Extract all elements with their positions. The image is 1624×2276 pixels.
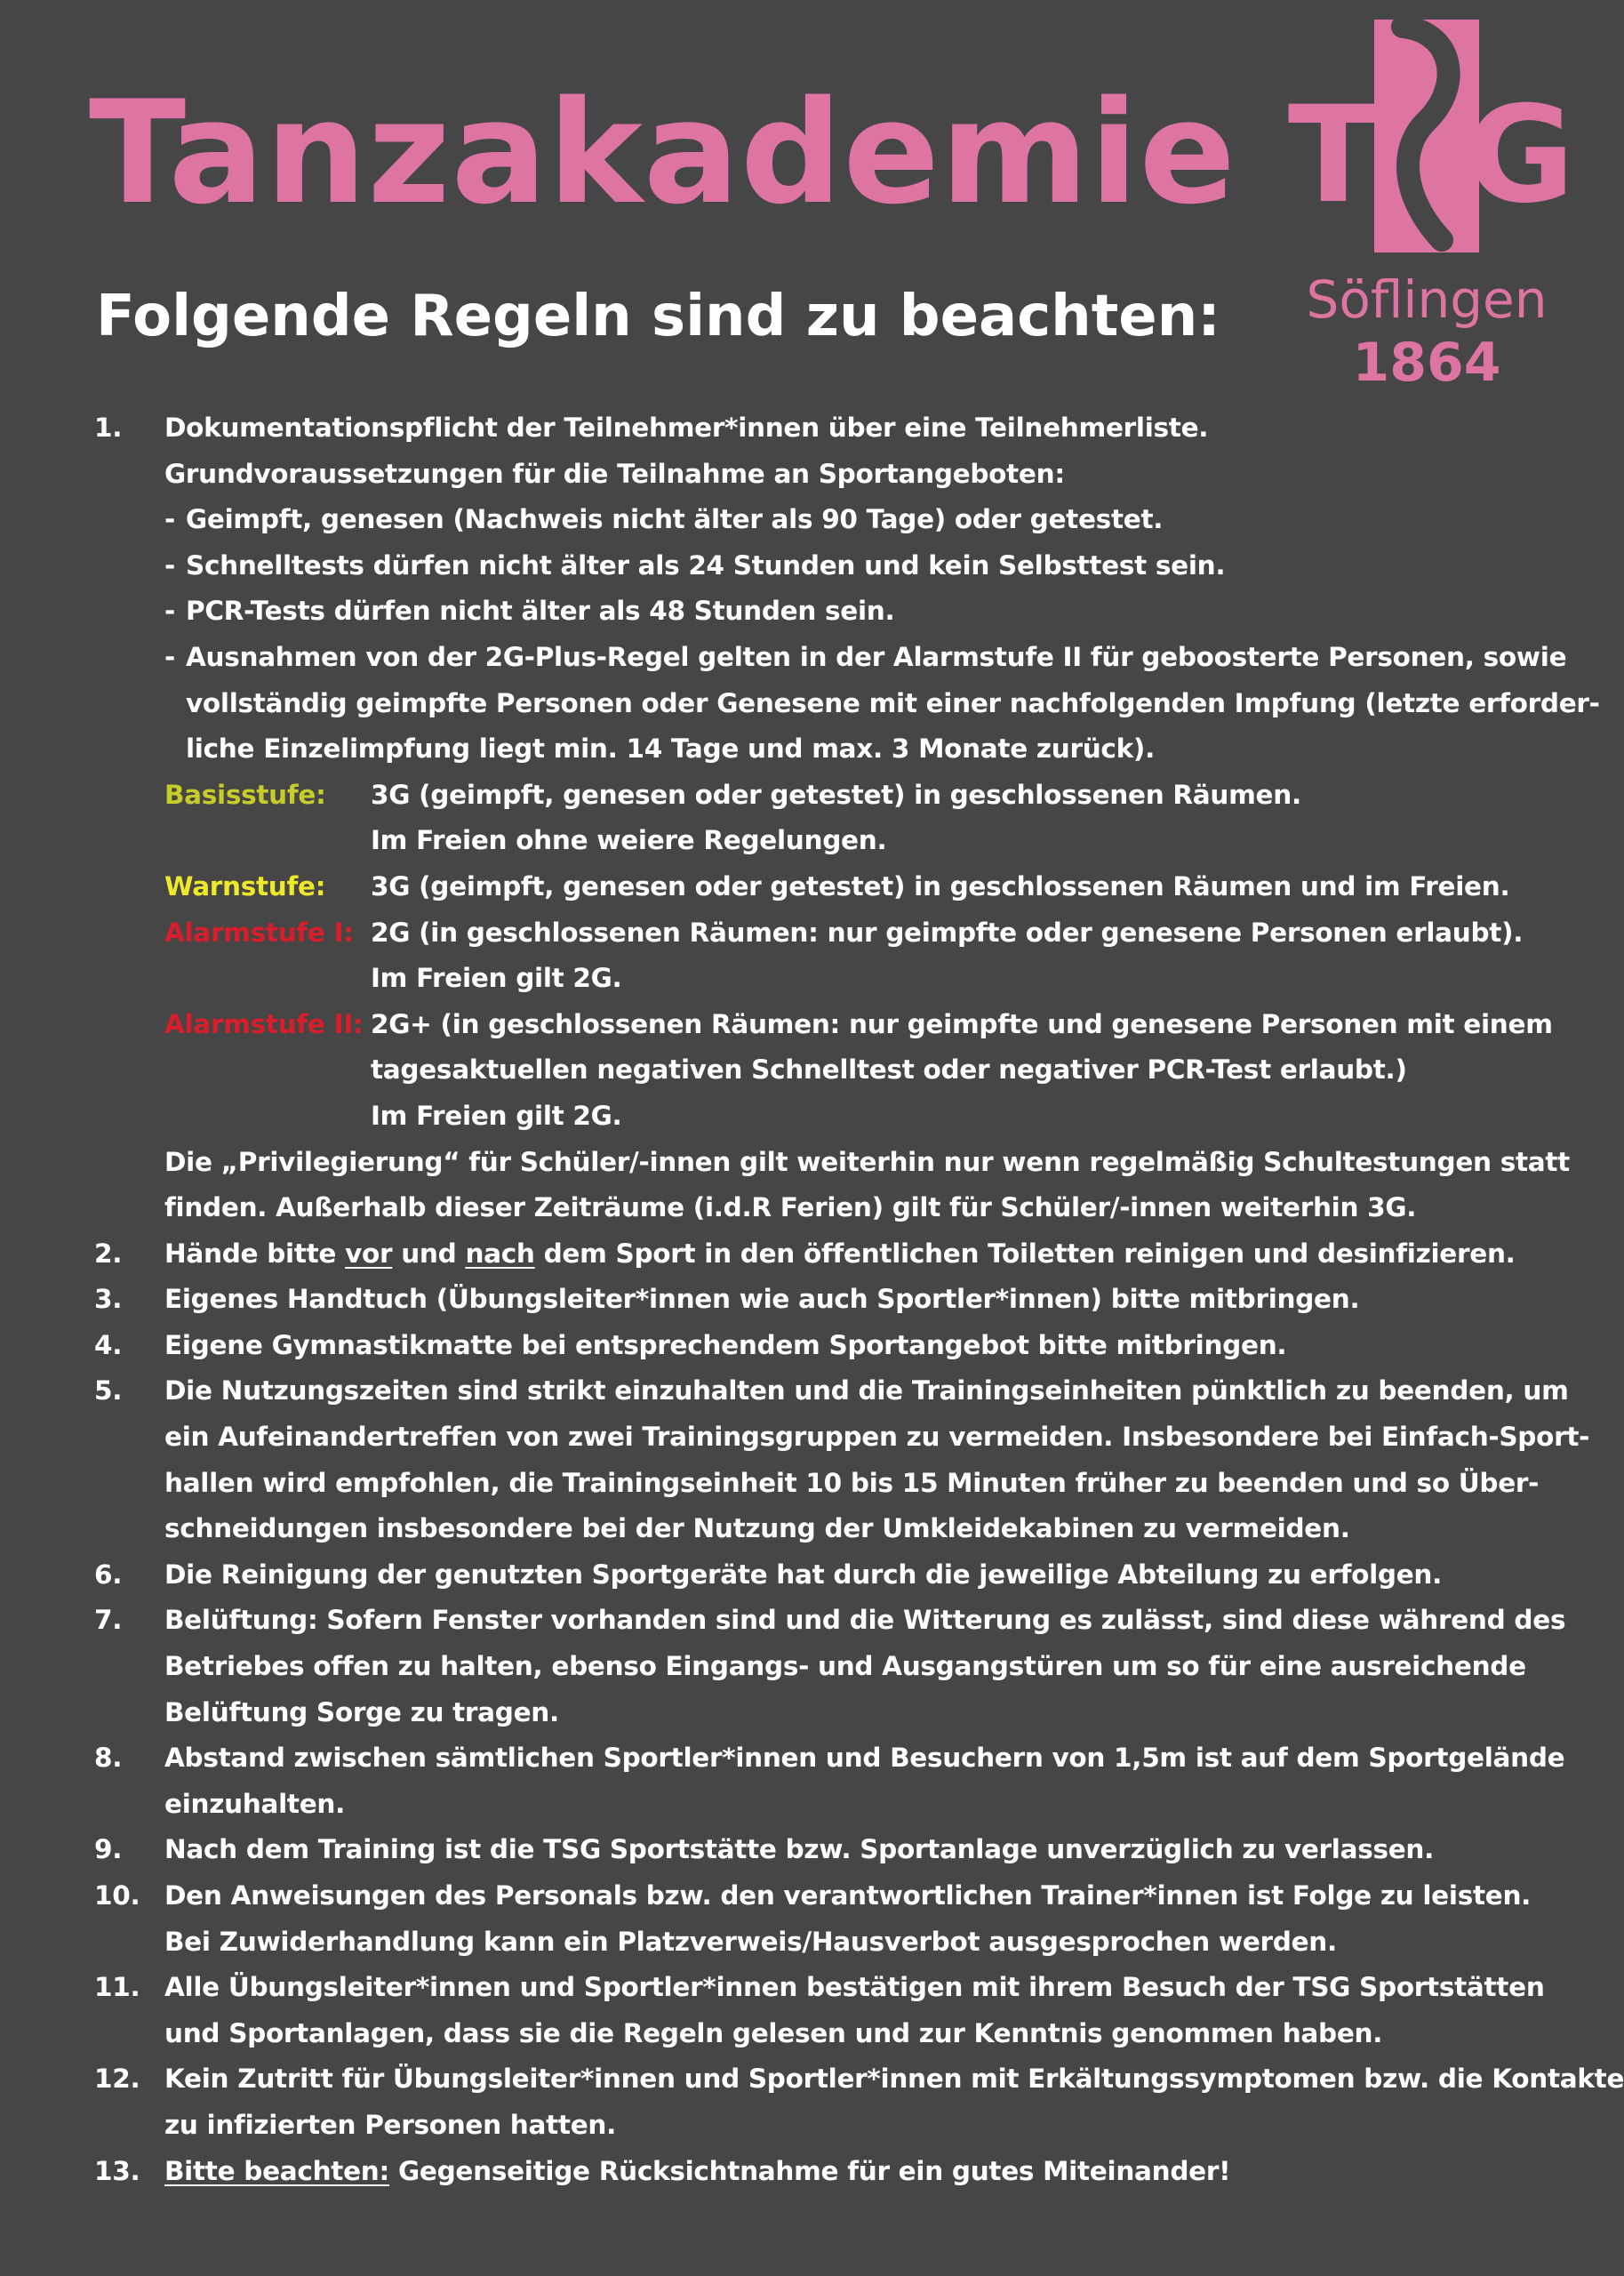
rule-11 [94,1965,1552,2011]
tsg-logo [1287,16,1575,398]
rule-number: 6. [94,1559,123,1590]
rule-text: Die Nutzungszeiten sind strikt einzuhalten und die Trainingseinheiten pünktlich zu beenden, um [164,1375,1569,1406]
level-basisstufe [94,773,1552,819]
rule-4 [94,1323,1552,1369]
rule-text: Hände bitte vor und nach dem Sport in den öffentlichen Toiletten reinigen und desinfizieren. [164,1238,1516,1269]
requirement-item: - Schnelltests dürfen nicht älter als 24 Stunden und kein Selbsttest sein. [164,549,1226,581]
rule-text: Nach dem Training ist die TSG Sportstätte bzw. Sportanlage unverzüglich zu verlassen. [164,1834,1435,1865]
requirement-item: - Ausnahmen von der 2G-Plus-Regel gelten in der Alarmstufe II für geboosterte Personen, sowie [164,641,1567,672]
rule-13 [94,2149,1552,2195]
rule-text-continued: und Sportanlagen, dass sie die Regeln gelesen und zur Kenntnis genommen haben. [164,2017,1383,2048]
rule-7 [94,1598,1566,1644]
rule-number: 13. [94,2155,140,2186]
rule-text-continued: Betriebes offen zu halten, ebenso Eingangs- und Ausgangstüren um so für eine ausreichende [164,1651,1526,1682]
rule-9 [94,1827,1552,1873]
rule-text: Dokumentationspflicht der Teilnehmer*innen über eine Teilnehmerliste. [164,413,1209,443]
rule-number: 9. [94,1834,123,1865]
requirement-item-continued: vollständig geimpfte Personen oder Genesene mit einer nachfolgenden Impfung (letzte erforder- [186,687,1600,718]
underlined-word: vor [345,1238,393,1269]
rule-number: 1. [94,413,123,443]
level-label: Basisstufe: [164,779,326,810]
rule-text-continued: einzuhalten. [164,1788,346,1819]
rule-text: Die Reinigung der genutzten Sportgeräte hat durch die jeweilige Abteilung zu erfolgen. [164,1559,1443,1590]
rule-text: Kein Zutritt für Übungsleiter*innen und Sportler*innen mit Erkältungssymptomen bzw. die Kontakte [164,2064,1624,2095]
level-rule: 3G (geimpft, genesen oder getestet) in geschlossenen Räumen und im Freien. [371,870,1510,902]
requirement-item: - Geimpft, genesen (Nachweis nicht älter als 90 Tage) oder getestet. [164,504,1164,535]
rule-text: Eigene Gymnastikmatte bei entsprechendem Sportangebot bitte mitbringen. [164,1329,1287,1360]
rule-number: 4. [94,1329,123,1360]
rule-text-continued: zu infizierten Personen hatten. [164,2109,617,2140]
rule-text: Belüftung: Sofern Fenster vorhanden sind und die Witterung es zulässt, sind diese während des [164,1605,1566,1636]
rule-text-continued: hallen wird empfohlen, die Trainingseinheit 10 bis 15 Minuten früher zu beenden und so Über- [164,1467,1540,1498]
privileg-note: Die „Privilegierung“ für Schüler/-innen gilt weiterhin nur wenn regelmäßig Schultestungen statt [164,1146,1570,1177]
level-rule: 2G+ (in geschlossenen Räumen: nur geimpfte und genesene Personen mit einem [371,1008,1553,1039]
attention-label: Bitte beachten: [164,2155,390,2186]
rule-number: 2. [94,1238,123,1269]
rule-number: 7. [94,1605,123,1636]
rule-number: 8. [94,1743,123,1774]
requirement-item: - PCR-Tests dürfen nicht älter als 48 Stunden sein. [164,596,895,627]
rule-1 [94,405,1552,452]
level-label: Alarmstufe II: [164,1008,364,1039]
level-alarmstufe-1 [94,910,1552,957]
rule-number: 10. [94,1880,140,1911]
level-label: Alarmstufe I: [164,917,354,948]
privileg-note: finden. Außerhalb dieser Zeiträume (i.d.R Ferien) gilt für Schüler/-innen weiterhin 3G. [164,1192,1417,1223]
rules-heading: Folgende Regeln sind zu beachten: [96,284,1220,349]
rule-text: Bitte beachten: Gegenseitige Rücksichtnahme für ein gutes Miteinander! [164,2155,1231,2186]
rule-number: 3. [94,1284,123,1315]
rule-5 [94,1368,1569,1414]
rule-6 [94,1552,1552,1599]
level-rule: 3G (geimpft, genesen oder getestet) in geschlossenen Räumen. [371,779,1301,810]
page-title: Tanzakademie [89,69,1236,236]
rule-number: 5. [94,1375,123,1406]
rule-2 [94,1231,1552,1278]
level-rule: 2G (in geschlossenen Räumen: nur geimpfte oder genesene Personen erlaubt). [371,917,1524,948]
requirement-item-continued: liche Einzelimpfung liegt min. 14 Tage und max. 3 Monate zurück). [186,733,1155,765]
logo-letter-t: T [1287,78,1380,233]
level-label: Warnstufe: [164,870,326,902]
rule-1-requirements-intro: Grundvoraussetzungen für die Teilnahme an Sportangeboten: [164,458,1065,489]
rule-text: Den Anweisungen des Personals bzw. den verantwortlichen Trainer*innen ist Folge zu leisten. [164,1880,1532,1911]
rule-text: Alle Übungsleiter*innen und Sportler*innen bestätigen mit ihrem Besuch der TSG Sportstätten [164,1972,1545,2003]
rule-text-continued: Bei Zuwiderhandlung kann ein Platzverweis/Hausverbot ausgesprochen werden. [164,1926,1337,1957]
level-rule: Im Freien ohne weiere Regelungen. [371,825,887,856]
rules-list [94,405,1624,2194]
underlined-word: nach [465,1238,535,1269]
level-warnstufe [94,864,1552,910]
tsg-emblem-icon [1287,16,1575,256]
level-rule: tagesaktuellen negativen Schnelltest oder negativer PCR-Test erlaubt.) [371,1054,1407,1086]
rule-number: 11. [94,1972,140,2003]
rule-3 [94,1277,1552,1323]
rule-text-continued: ein Aufeinandertreffen von zwei Trainingsgruppen zu vermeiden. Insbesondere bei Einfach-Sport- [164,1422,1590,1453]
level-alarmstufe-2 [94,1002,1552,1048]
logo-city: Söflingen [1306,269,1548,330]
rule-text-continued: Belüftung Sorge zu tragen. [164,1696,559,1727]
rule-10 [94,1873,1552,1919]
rule-number: 12. [94,2064,140,2095]
logo-letter-g: G [1465,78,1575,233]
rule-12 [94,2056,1624,2103]
rule-text-continued: schneidungen insbesondere bei der Nutzung der Umkleidekabinen zu vermeiden. [164,1513,1350,1544]
rule-text: Abstand zwischen sämtlichen Sportler*innen und Besuchern von 1,5m ist auf dem Sportgelände [164,1743,1565,1774]
level-rule: Im Freien gilt 2G. [371,963,622,994]
logo-year: 1864 [1352,332,1501,394]
level-rule: Im Freien gilt 2G. [371,1100,622,1131]
rule-8 [94,1735,1565,1782]
rule-text: Eigenes Handtuch (Übungsleiter*innen wie auch Sportler*innen) bitte mitbringen. [164,1284,1360,1315]
